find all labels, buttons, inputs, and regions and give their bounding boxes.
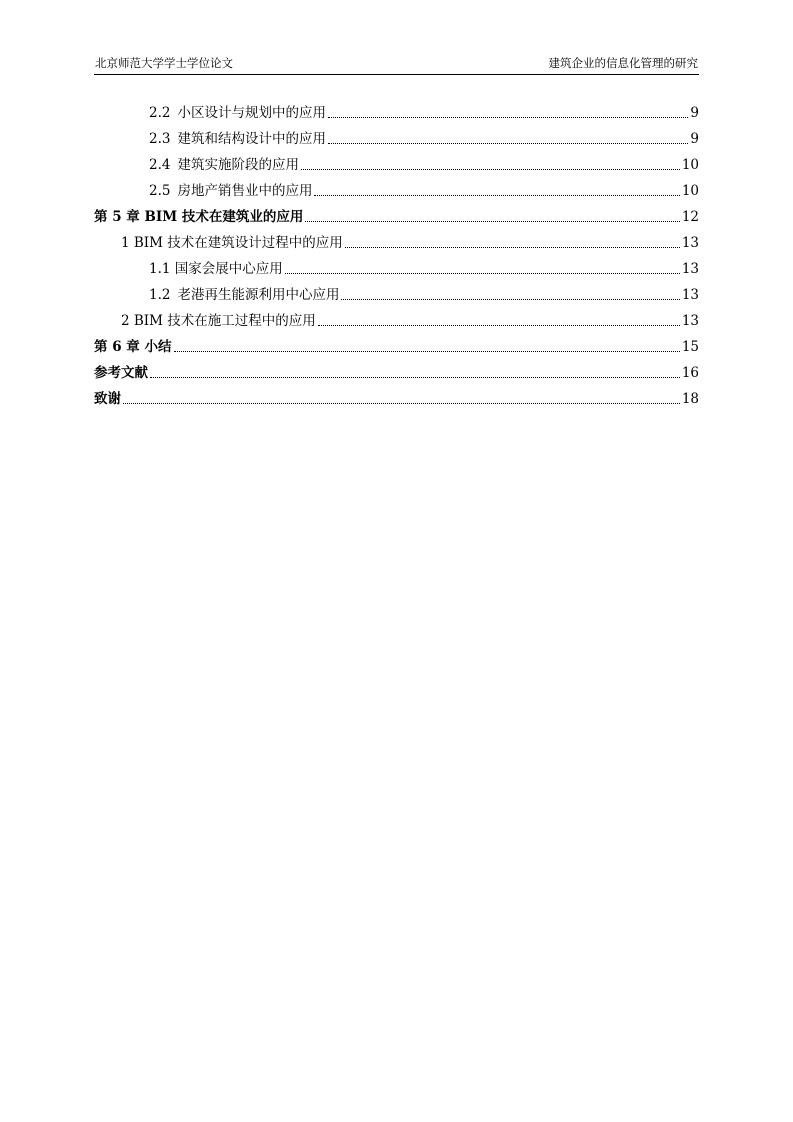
toc-entry-chapter-5[interactable]	[94, 200, 699, 226]
toc-entry-page: 9	[690, 131, 699, 147]
toc-entry-page: 13	[681, 261, 699, 277]
toc-leader-dots	[285, 273, 680, 274]
toc-leader-dots	[341, 299, 679, 300]
page-header	[94, 56, 699, 75]
toc-entry-number: 2.2	[149, 105, 171, 121]
toc-entry-title: 小区设计与规划中的应用	[177, 105, 326, 121]
toc-entry-title: 老港再生能源利用中心应用	[177, 287, 340, 303]
toc-leader-dots	[123, 403, 680, 404]
toc-entry-title: 参考文献	[94, 365, 148, 381]
toc-entry-chapter-6[interactable]	[94, 330, 699, 356]
toc-entry-label	[149, 104, 326, 122]
toc-entry-2-5[interactable]	[94, 174, 699, 200]
toc-entry-title: 第 6 章 小结	[94, 339, 172, 355]
toc-entry-references[interactable]	[94, 356, 699, 382]
toc-entry-number: 2.3	[149, 131, 171, 147]
toc-entry-page: 15	[681, 339, 699, 355]
toc-entry-title: 2 BIM 技术在施工过程中的应用	[121, 313, 316, 329]
toc-entry-5-1-1[interactable]	[94, 252, 699, 278]
toc-entry-5-1-2[interactable]	[94, 278, 699, 304]
toc-entry-5-2[interactable]	[94, 304, 699, 330]
toc-entry-page: 13	[681, 235, 699, 251]
toc-leader-dots	[345, 247, 680, 248]
toc-leader-dots	[328, 117, 688, 118]
toc-entry-number: 2.4	[149, 157, 171, 173]
toc-leader-dots	[318, 325, 680, 326]
toc-leader-dots	[305, 221, 679, 222]
toc-entry-number: 1.2	[149, 287, 171, 303]
toc-entry-title: 房地产销售业中的应用	[177, 183, 313, 199]
toc-entry-label	[149, 156, 299, 174]
toc-entry-title: 建筑实施阶段的应用	[177, 157, 299, 173]
toc-entry-title: 1 BIM 技术在建筑设计过程中的应用	[121, 235, 343, 251]
toc-entry-label	[149, 286, 339, 304]
header-thesis-title: 建筑企业的信息化管理的研究	[548, 56, 698, 70]
toc-leader-dots	[328, 143, 688, 144]
toc-entry-label	[149, 182, 312, 200]
toc-entry-title: 第 5 章 BIM 技术在建筑业的应用	[94, 209, 304, 225]
toc-entry-label	[149, 130, 326, 148]
toc-leader-dots	[174, 351, 680, 352]
toc-entry-number: 2.5	[149, 183, 171, 199]
toc-entry-page: 13	[681, 313, 699, 329]
toc-entry-title: 1.1 国家会展中心应用	[149, 261, 283, 277]
toc-entry-page: 9	[690, 105, 699, 121]
toc-entry-acknowledgements[interactable]	[94, 382, 699, 408]
toc-entry-title: 建筑和结构设计中的应用	[177, 131, 326, 147]
table-of-contents	[94, 96, 699, 408]
toc-leader-dots	[301, 169, 680, 170]
toc-leader-dots	[150, 377, 680, 378]
header-thesis-label: 北京师范大学学士学位论文	[95, 56, 233, 70]
toc-entry-title: 致谢	[94, 391, 121, 407]
toc-entry-page: 18	[681, 391, 699, 407]
toc-entry-5-1[interactable]	[94, 226, 699, 252]
toc-entry-page: 10	[681, 183, 699, 199]
toc-entry-2-4[interactable]	[94, 148, 699, 174]
toc-entry-page: 12	[681, 209, 699, 225]
toc-entry-2-3[interactable]	[94, 122, 699, 148]
toc-entry-page: 16	[681, 365, 699, 381]
toc-entry-2-2[interactable]	[94, 96, 699, 122]
toc-entry-page: 13	[681, 287, 699, 303]
toc-leader-dots	[314, 195, 679, 196]
toc-entry-page: 10	[681, 157, 699, 173]
